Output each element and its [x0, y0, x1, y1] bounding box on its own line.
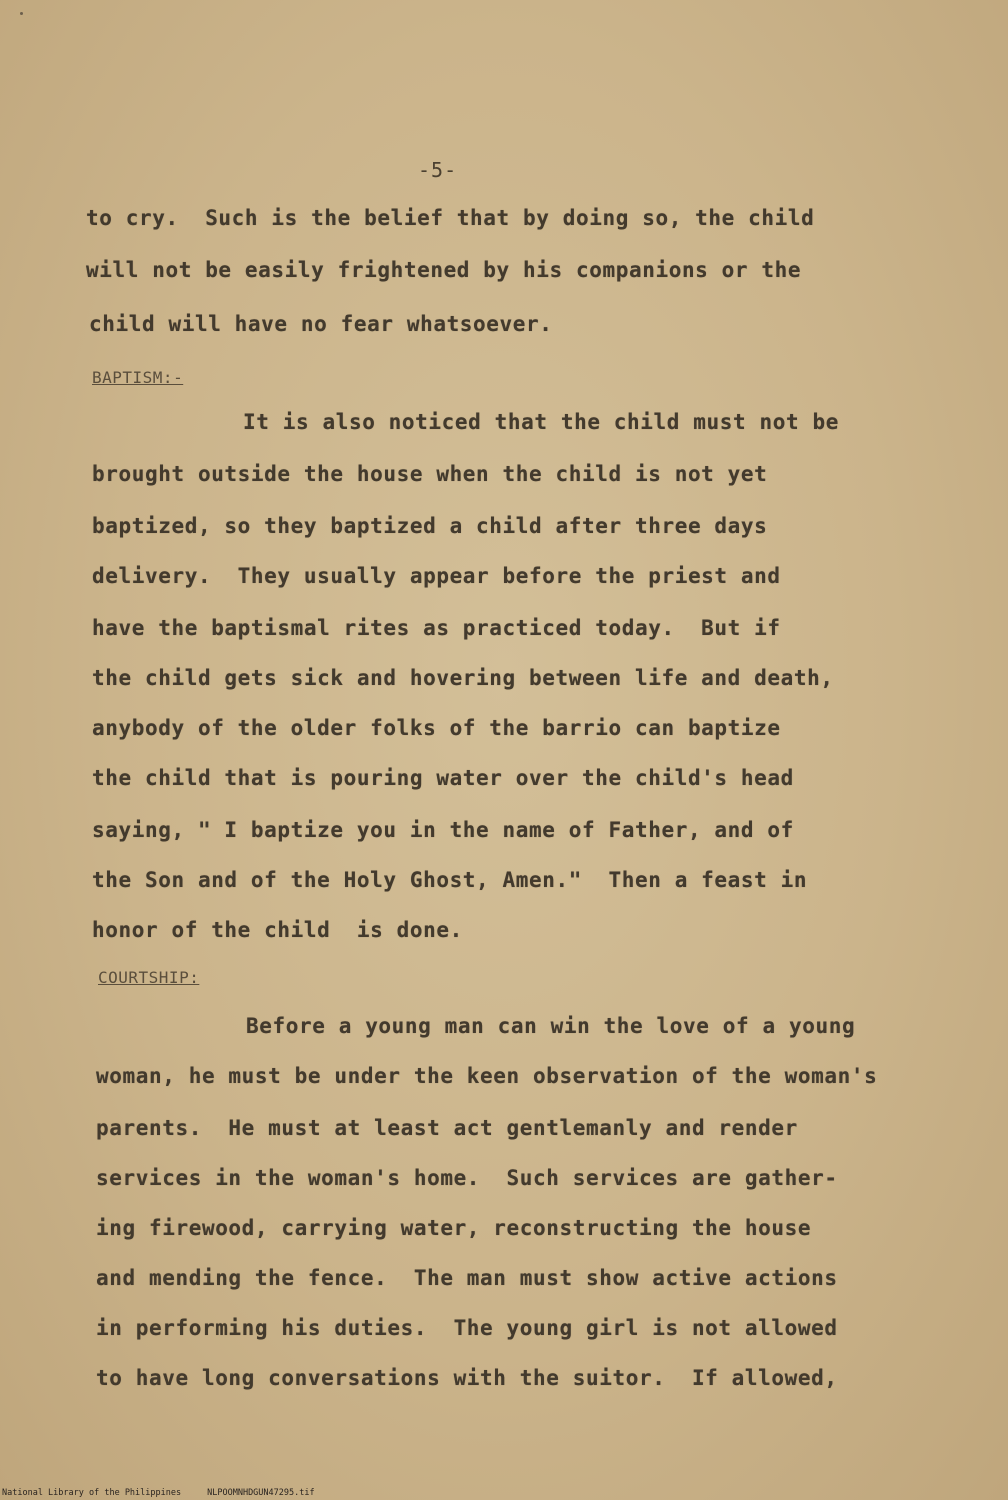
text-line: to cry. Such is the belief that by doing so, the child: [86, 206, 815, 230]
footer-library: National Library of the Philippines: [2, 1488, 182, 1498]
text-line: the Son and of the Holy Ghost, Amen." Then a feast in: [92, 868, 808, 892]
text-line: brought outside the house when the child is not yet: [92, 462, 768, 486]
text-line: will not be easily frightened by his companions or the: [86, 258, 802, 282]
section-heading-baptism: BAPTISM:-: [92, 368, 184, 387]
paper-speck: [20, 12, 23, 15]
text-line: parents. He must at least act gentlemanly and render: [96, 1116, 798, 1140]
text-line: the child gets sick and hovering between life and death,: [92, 666, 834, 690]
text-line: It is also noticed that the child must not be: [243, 410, 839, 434]
text-line: delivery. They usually appear before the priest and: [92, 564, 781, 588]
text-line: in performing his duties. The young girl is not allowed: [96, 1316, 838, 1340]
scan-footer: [2, 1488, 341, 1498]
text-line: saying, " I baptize you in the name of Father, and of: [92, 818, 794, 842]
section-heading-courtship: COURTSHIP:: [98, 968, 200, 987]
text-line: the child that is pouring water over the child's head: [92, 766, 794, 790]
text-line: anybody of the older folks of the barrio can baptize: [92, 716, 781, 740]
text-line: and mending the fence. The man must show active actions: [96, 1266, 838, 1290]
text-line: have the baptismal rites as practiced today. But if: [92, 616, 781, 640]
text-line: woman, he must be under the keen observation of the woman's: [96, 1064, 878, 1088]
text-line: ing firewood, carrying water, reconstructing the house: [96, 1216, 812, 1240]
text-line: to have long conversations with the suitor. If allowed,: [96, 1366, 838, 1390]
footer-file: NLPOOMNHDGUN47295.tif: [207, 1488, 315, 1498]
text-line: child will have no fear whatsoever.: [89, 312, 553, 336]
text-line: services in the woman's home. Such services are gather-: [96, 1166, 838, 1190]
text-line: honor of the child is done.: [92, 918, 463, 942]
text-line: Before a young man can win the love of a young: [246, 1014, 856, 1038]
page-number: -5-: [418, 158, 458, 182]
text-line: baptized, so they baptized a child after three days: [92, 514, 768, 538]
